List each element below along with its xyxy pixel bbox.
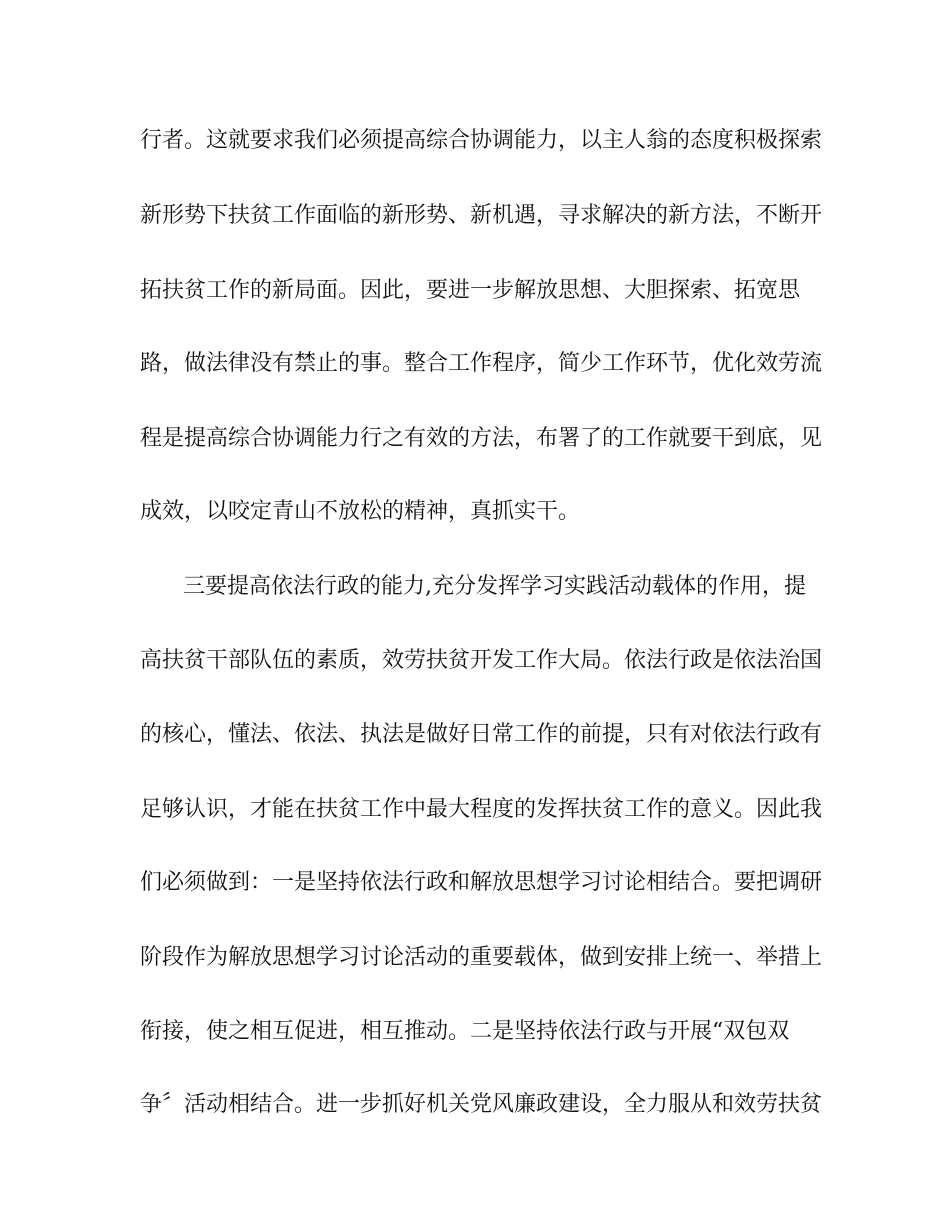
text-line: 高扶贫干部队伍的素质，效劳扶贫开发工作大局。依法行政是依法治国: [140, 648, 823, 673]
text-line: 的核心，懂法、依法、执法是做好日常工作的前提，只有对依法行政有: [140, 722, 823, 747]
text-line: 争〞活动相结合。进一步抓好机关党风廉政建设，全力服从和效劳扶贫: [140, 1092, 823, 1117]
text-line: 足够认识，才能在扶贫工作中最大程度的发挥扶贫工作的意义。因此我: [140, 797, 823, 822]
text-line: 们必须做到：一是坚持依法行政和解放思想学习讨论相结合。要把调研: [140, 870, 823, 895]
text-line: 程是提高综合协调能力行之有效的方法，布署了的工作就要干到底，见: [140, 426, 823, 451]
text-line: 新形势下扶贫工作面临的新形势、新机遇，寻求解决的新方法，不断开: [140, 203, 823, 228]
text-line: 路，做法律没有禁止的事。整合工作程序，简少工作环节，优化效劳流: [140, 351, 823, 376]
text-line: 成效，以咬定青山不放松的精神，真抓实干。: [140, 499, 581, 524]
paragraph-first-line: 三要提高依法行政的能力,充分发挥学习实践活动载体的作用，提: [183, 574, 806, 599]
text-line: 衔接，使之相互促进，相互推动。二是坚持依法行政与开展“双包双: [140, 1019, 790, 1044]
text-line: 拓扶贫工作的新局面。因此，要进一步解放思想、大胆探索、拓宽思: [140, 278, 801, 303]
text-line: 阶段作为解放思想学习讨论活动的重要载体，做到安排上统一、举措上: [140, 945, 823, 970]
text-line: 行者。这就要求我们必须提高综合协调能力，以主人翁的态度积极探索: [140, 128, 823, 153]
